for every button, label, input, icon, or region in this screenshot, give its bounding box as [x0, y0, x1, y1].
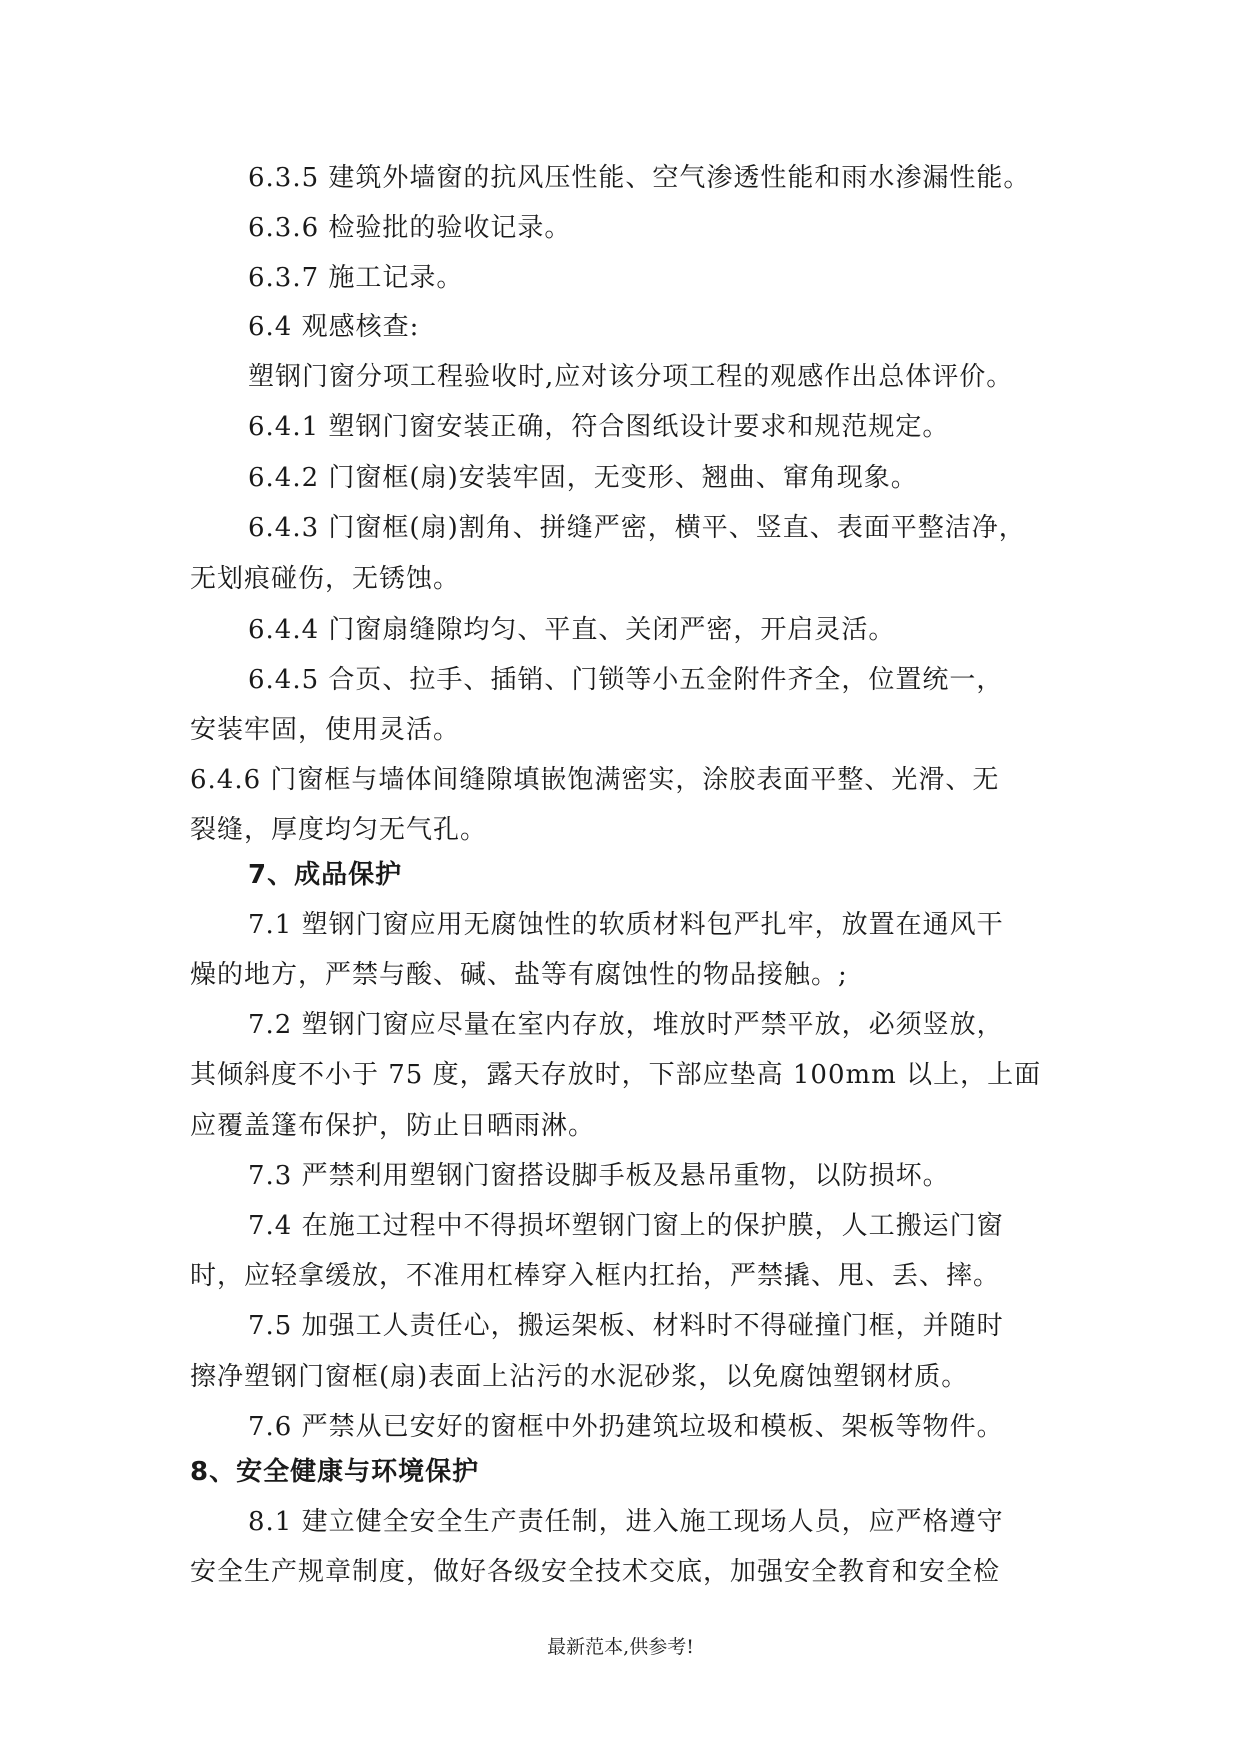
text-line: 燥的地方，严禁与酸、碱、盐等有腐蚀性的物品接触。; [190, 960, 848, 990]
text-line: 塑钢门窗分项工程验收时,应对该分项工程的观感作出总体评价。 [248, 362, 1014, 392]
text-line: 6.3.7 施工记录。 [248, 263, 464, 293]
text-line: 7.3 严禁利用塑钢门窗搭设脚手板及悬吊重物，以防损坏。 [248, 1161, 950, 1191]
text-line: 应覆盖篷布保护，防止日晒雨淋。 [190, 1111, 596, 1141]
text-line: 安装牢固，使用灵活。 [190, 715, 461, 745]
text-line: 6.4.2 门窗框(扇)安装牢固，无变形、翘曲、窜角现象。 [248, 463, 918, 493]
text-line: 其倾斜度不小于 75 度，露天存放时，下部应垫高 100mm 以上，上面 [190, 1060, 1042, 1090]
text-line: 7.1 塑钢门窗应用无腐蚀性的软质材料包严扎牢，放置在通风干 [248, 910, 1004, 940]
text-line: 时，应轻拿缓放，不准用杠棒穿入框内扛抬，严禁撬、甩、丢、摔。 [190, 1261, 1001, 1291]
text-line: 裂缝，厚度均匀无气孔。 [190, 815, 488, 845]
text-line: 6.4.6 门窗框与墙体间缝隙填嵌饱满密实，涂胶表面平整、光滑、无 [190, 765, 1000, 795]
text-line: 7.4 在施工过程中不得损坏塑钢门窗上的保护膜，人工搬运门窗 [248, 1211, 1004, 1241]
text-line: 6.3.6 检验批的验收记录。 [248, 213, 572, 243]
text-line: 无划痕碰伤，无锈蚀。 [190, 564, 461, 594]
text-line: 6.4.3 门窗框(扇)割角、拼缝严密，横平、竖直、表面平整洁净， [248, 513, 1026, 543]
text-line: 7.5 加强工人责任心，搬运架板、材料时不得碰撞门框，并随时 [248, 1311, 1004, 1341]
text-line: 6.4.5 合页、拉手、插销、门锁等小五金附件齐全，位置统一， [248, 665, 1004, 695]
text-line: 7.2 塑钢门窗应尽量在室内存放，堆放时严禁平放，必须竖放， [248, 1010, 1004, 1040]
text-line: 安全生产规章制度，做好各级安全技术交底，加强安全教育和安全检 [190, 1557, 1001, 1587]
text-line: 擦净塑钢门窗框(扇)表面上沾污的水泥砂浆，以免腐蚀塑钢材质。 [190, 1362, 969, 1392]
text-line: 6.4.1 塑钢门窗安装正确，符合图纸设计要求和规范规定。 [248, 412, 950, 442]
text-line: 7.6 严禁从已安好的窗框中外扔建筑垃圾和模板、架板等物件。 [248, 1412, 1004, 1442]
text-line: 6.4 观感核查: [248, 312, 420, 342]
text-line: 6.4.4 门窗扇缝隙均匀、平直、关闭严密，开启灵活。 [248, 615, 896, 645]
section-heading: 7、成品保护 [248, 860, 403, 890]
text-line: 8.1 建立健全安全生产责任制，进入施工现场人员，应严格遵守 [248, 1507, 1004, 1537]
text-line: 6.3.5 建筑外墙窗的抗风压性能、空气渗透性能和雨水渗漏性能。 [248, 163, 1031, 193]
page-footer: 最新范本,供参考! [547, 1636, 694, 1658]
section-heading: 8、安全健康与环境保护 [190, 1457, 480, 1487]
